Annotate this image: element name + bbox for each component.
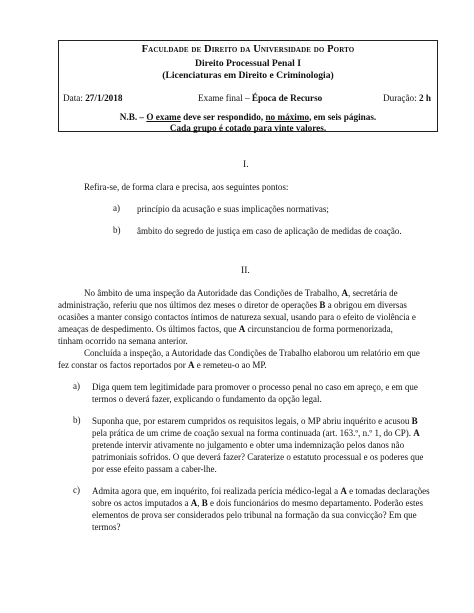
- degrees: (Licenciaturas em Direito e Criminologia): [162, 70, 334, 81]
- course-name: Direito Processual Penal I: [195, 58, 301, 69]
- exam-date: Data: 27/1/2018: [63, 93, 123, 103]
- question-text: termos o deverá fazer, explicando o fundamento da opção legal.: [92, 394, 322, 404]
- question-text: por esse efeito passam a caber-lhe.: [92, 464, 217, 474]
- item-text: princípio da acusação e suas implicações normativas;: [137, 204, 329, 214]
- section-1-intro: Refira-se, de forma clara e precisa, aos seguintes pontos:: [84, 182, 289, 192]
- item-text: âmbito do segredo de justiça em caso de aplicação de medidas de coação.: [137, 226, 402, 236]
- faculty-name: Faculdade de Direito da Universidade do Porto: [141, 44, 355, 55]
- exam-info-row: [63, 93, 431, 107]
- question-text: Suponha que, por estarem cumpridos os requisitos legais, o MP abriu inquérito e acusou B: [92, 416, 418, 426]
- question-text: Admita agora que, em inquérito, foi realizada perícia médico-legal a A e tomadas declarações: [92, 486, 430, 496]
- question-text: sobre os actos imputados a A, B e dois funcionários do mesmo departamento. Poderão estes: [92, 498, 423, 508]
- nb-note-line2: Cada grupo é cotado para vinte valores.: [169, 123, 327, 133]
- exam-type: Exame final – Época de Recurso: [198, 93, 323, 103]
- nb-note: N.B. – O exame deve ser respondido, no máximo, em seis páginas.: [119, 112, 377, 122]
- question-label: b): [73, 415, 81, 425]
- question-text: pretende intervir ativamente no julgamento e obter uma indemnização pelos danos não: [92, 440, 405, 450]
- question-label: c): [73, 485, 80, 495]
- exam-duration: Duração: 2 h: [383, 93, 431, 103]
- exam-page: Faculdade de Direito da Universidade do Porto Direito Processual Penal I (Licenciaturas em Direito e Criminologia) Data: 27/1/2018 Exame final – Época de Recurso Duração: 2 h N.B. – O exame deve ser respondido, no máximo, em seis páginas. Cada grupo é cotado para vinte valores. I. Refira-se, de forma clara e precisa, aos seguintes pontos: a) princípio da acusação e suas implicações normativas; b) âmbito do segredo de justiça em caso de aplicação de medidas de coação. II. No âmbito de uma inspeção da Autoridade das Condições de Trabalho, A, secretária de administração, referiu que nos últimos dez meses o diretor de operações B a obrigou em diversas ocasiões a manter consigo contactos íntimos de natureza sexual, usando para o efeito de violência e ameaças de despedimento. Os últimos factos, que A circunstanciou de forma pormenorizada, tinham ocorrido na semana anterior. Concluída a inspeção, a Autoridade das Condições de Trabalho elaborou um relatório em que fez constar os factos reportados por A e remeteu-o ao MP. a) Diga quem tem legitimidade para promover o processo penal no caso em apreço, e em que termos o deverá fazer, explicando o fundamento da opção legal. b) Suponha que, por estarem cumpridos os requisitos legais, o MP abriu inquérito e acusou B pela prática de um crime de coação sexual na forma continuada (art. 163.º, n.º 1, do CP). A pretende intervir ativamente no julgamento e obter uma indemnização pelos danos não patrimoniais sofridos. O que deverá fazer? Caraterize o estatuto processual e os poderes que por esse efeito passam a caber-lhe. c) Admita agora que, em inquérito, foi realizada perícia médico-legal a A e tomadas declarações sobre os actos imputados a A, B e dois funcionários do mesmo departamento. Poderão estes elementos de prova ser considerados pelo tribunal na formação da sua convicção? Em que termos?: [0, 0, 474, 613]
- question-text: Diga quem tem legitimidade para promover o processo penal no caso em apreço, e em que: [92, 382, 418, 392]
- section-1-title: I.: [243, 159, 249, 170]
- item-label: a): [113, 203, 120, 213]
- question-label: a): [73, 381, 80, 391]
- header-box: [58, 40, 438, 132]
- question-text: elementos de prova ser considerados pelo tribunal na formação da sua convicção? Em que: [92, 510, 417, 520]
- question-text: pela prática de um crime de coação sexual na forma continuada (art. 163.º, n.º 1, do CP). A: [92, 428, 420, 438]
- item-label: b): [113, 225, 121, 235]
- question-text: patrimoniais sofridos. O que deverá fazer? Caraterize o estatuto processual e os poderes que: [92, 452, 424, 462]
- section-2-title: II.: [241, 265, 250, 276]
- question-text: termos?: [92, 522, 121, 532]
